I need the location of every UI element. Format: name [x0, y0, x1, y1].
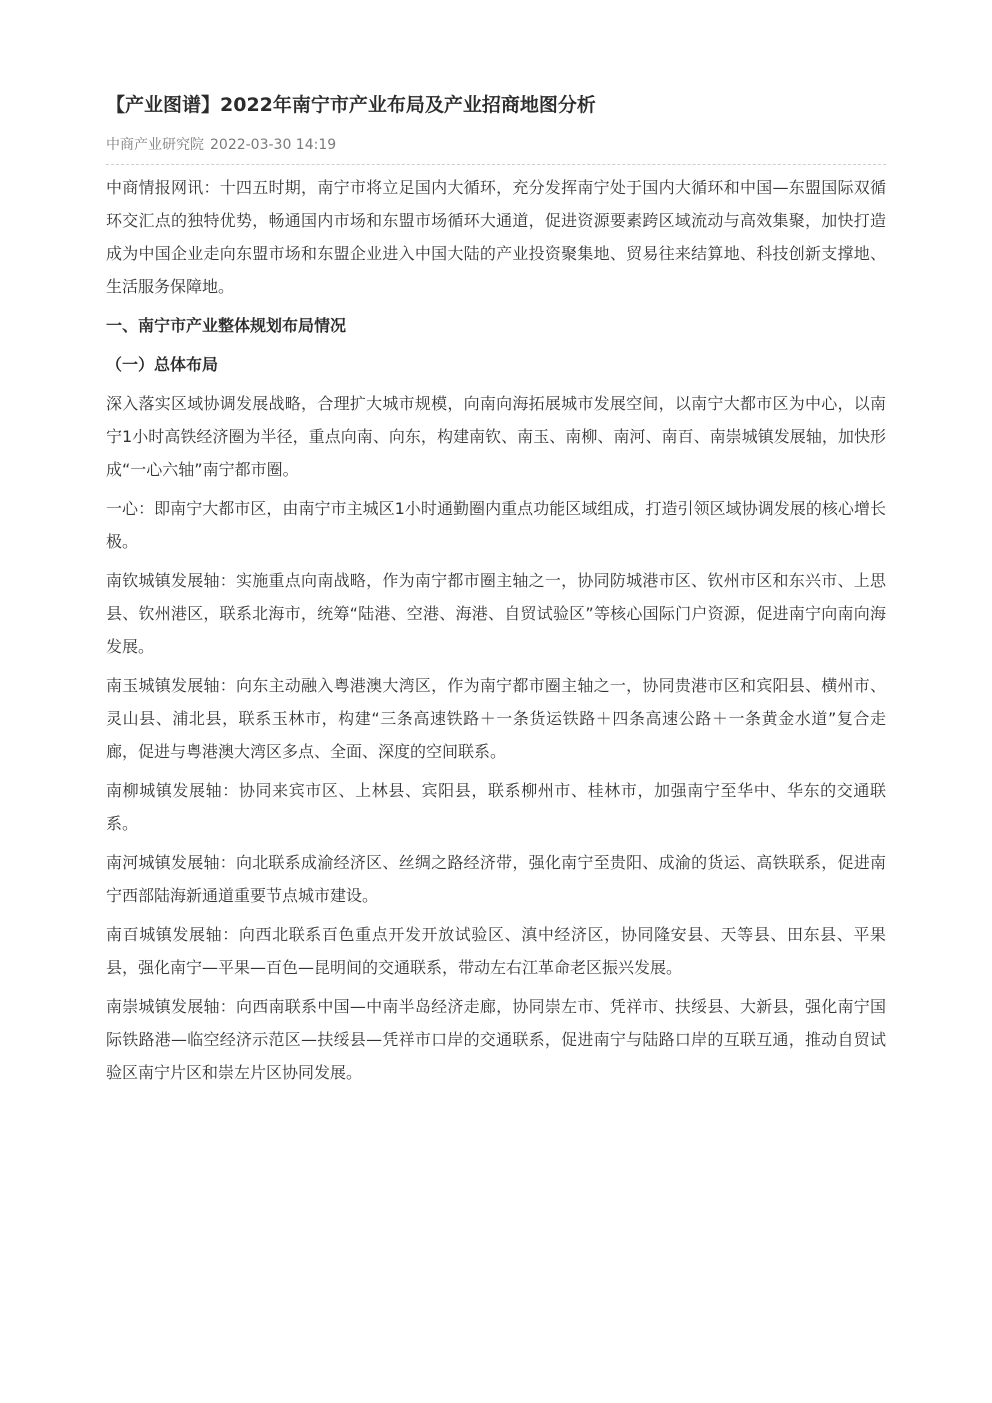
body-paragraph: 南柳城镇发展轴：协同来宾市区、上林县、宾阳县，联系柳州市、桂林市，加强南宁至华中、华东的交通联系。 [106, 781, 886, 833]
body-paragraph: 一心：即南宁大都市区，由南宁市主城区1小时通勤圈内重点功能区域组成，打造引领区域协调发展的核心增长极。 [106, 499, 886, 551]
article-title: 【产业图谱】2022年南宁市产业布局及产业招商地图分析 [106, 94, 596, 116]
body-paragraph: 南崇城镇发展轴：向西南联系中国—中南半岛经济走廊，协同崇左市、凭祥市、扶绥县、大新县，强化南宁国际铁路港—临空经济示范区—扶绥县—凭祥市口岸的交通联系，促进南宁与陆路口岸的互联互通，推动自贸试验区南宁片区和崇左片区协同发展。 [106, 997, 886, 1082]
intro-paragraph: 中商情报网讯：十四五时期，南宁市将立足国内大循环，充分发挥南宁处于国内大循环和中国—东盟国际双循环交汇点的独特优势，畅通国内市场和东盟市场循环大通道，促进资源要素跨区域流动与高效集聚，加快打造成为中国企业走向东盟市场和东盟企业进入中国大陆的产业投资聚集地、贸易往来结算地、科技创新支撑地、生活服务保障地。 [106, 178, 886, 296]
article-datetime: 2022-03-30 14:19 [210, 137, 337, 153]
body-paragraph: 南钦城镇发展轴：实施重点向南战略，作为南宁都市圈主轴之一，协同防城港市区、钦州市区和东兴市、上思县、钦州港区，联系北海市，统筹“陆港、空港、海港、自贸试验区”等核心国际门户资源，促进南宁向南向海发展。 [106, 571, 886, 656]
article-source: 中商产业研究院 [106, 137, 204, 153]
article-body [106, 171, 886, 1089]
body-paragraph: 南玉城镇发展轴：向东主动融入粤港澳大湾区，作为南宁都市圈主轴之一，协同贵港市区和宾阳县、横州市、灵山县、浦北县，联系玉林市，构建“三条高速铁路＋一条货运铁路＋四条高速公路＋一条黄金水道”复合走廊，促进与粤港澳大湾区多点、全面、深度的空间联系。 [106, 676, 886, 761]
body-paragraph: 南河城镇发展轴：向北联系成渝经济区、丝绸之路经济带，强化南宁至贵阳、成渝的货运、高铁联系，促进南宁西部陆海新通道重要节点城市建设。 [106, 853, 886, 905]
section-heading: 一、南宁市产业整体规划布局情况 [106, 316, 347, 335]
article [106, 88, 886, 1095]
body-paragraph: 深入落实区域协调发展战略，合理扩大城市规模，向南向海拓展城市发展空间，以南宁大都市区为中心，以南宁1小时高铁经济圈为半径，重点向南、向东，构建南钦、南玉、南柳、南河、南百、南崇城镇发展轴，加快形成“一心六轴”南宁都市圈。 [106, 394, 886, 479]
article-meta [106, 134, 886, 165]
body-paragraph: 南百城镇发展轴：向西北联系百色重点开发开放试验区、滇中经济区，协同隆安县、天等县、田东县、平果县，强化南宁—平果—百色—昆明间的交通联系，带动左右江革命老区振兴发展。 [106, 925, 886, 977]
subsection-heading: （一）总体布局 [106, 355, 219, 374]
